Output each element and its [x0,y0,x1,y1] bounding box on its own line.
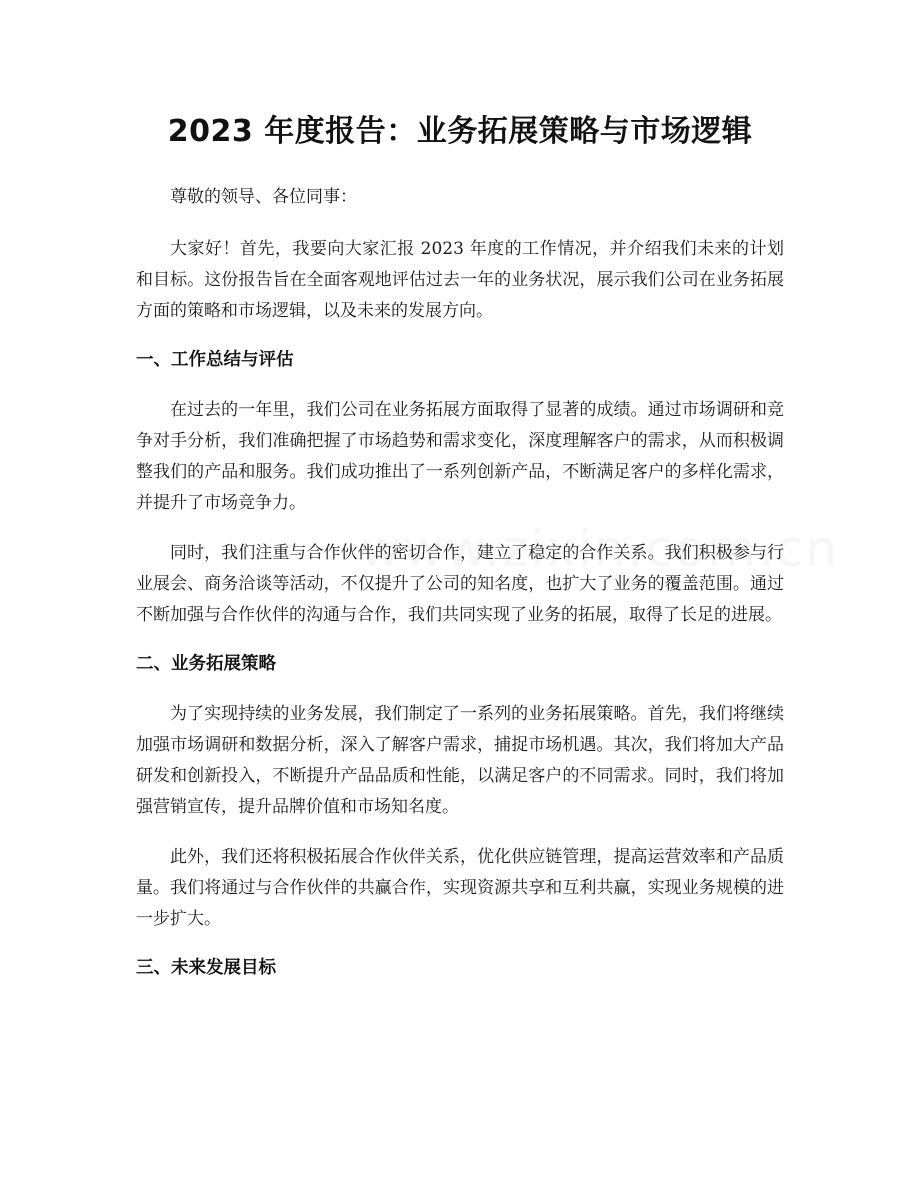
summary-paragraph-2: 同时，我们注重与合作伙伴的密切合作，建立了稳定的合作关系。我们积极参与行业展会、商务洽谈等活动，不仅提升了公司的知名度，也扩大了业务的覆盖范围。通过不断加强与合作伙伴的沟通与合作，我们共同实现了业务的拓展，取得了长足的进展。 [136,543,784,625]
greeting-paragraph: 尊敬的领导、各位同事： [170,187,357,207]
document-title: 2023 年度报告：业务拓展策略与市场逻辑 [167,114,753,149]
strategy-paragraph-2: 此外，我们还将积极拓展合作伙伴关系，优化供应链管理，提高运营效率和产品质量。我们将通过与合作伙伴的共赢合作，实现资源共享和互利共赢，实现业务规模的进一步扩大。 [136,847,784,929]
section-heading-strategy: 二、业务拓展策略 [136,654,276,674]
strategy-paragraph-1: 为了实现持续的业务发展，我们制定了一系列的业务拓展策略。首先，我们将继续加强市场调研和数据分析，深入了解客户需求，捕捉市场机遇。其次，我们将加大产品研发和创新投入，不断提升产品品质和性能，以满足客户的不同需求。同时，我们将加强营销宣传，提升品牌价值和市场知名度。 [136,704,784,817]
intro-paragraph: 大家好！首先，我要向大家汇报 2023 年度的工作情况，并介绍我们未来的计划和目标。这份报告旨在全面客观地评估过去一年的业务状况，展示我们公司在业务拓展方面的策略和市场逻辑，以及未来的发展方向。 [136,239,784,321]
summary-paragraph-1: 在过去的一年里，我们公司在业务拓展方面取得了显著的成绩。通过市场调研和竞争对手分析，我们准确把握了市场趋势和需求变化，深度理解客户的需求，从而积极调整我们的产品和服务。我们成功推出了一系列创新产品，不断满足客户的多样化需求，并提升了市场竞争力。 [136,400,784,513]
section-heading-summary: 一、工作总结与评估 [136,350,294,370]
section-heading-goals: 三、未来发展目标 [136,958,276,978]
